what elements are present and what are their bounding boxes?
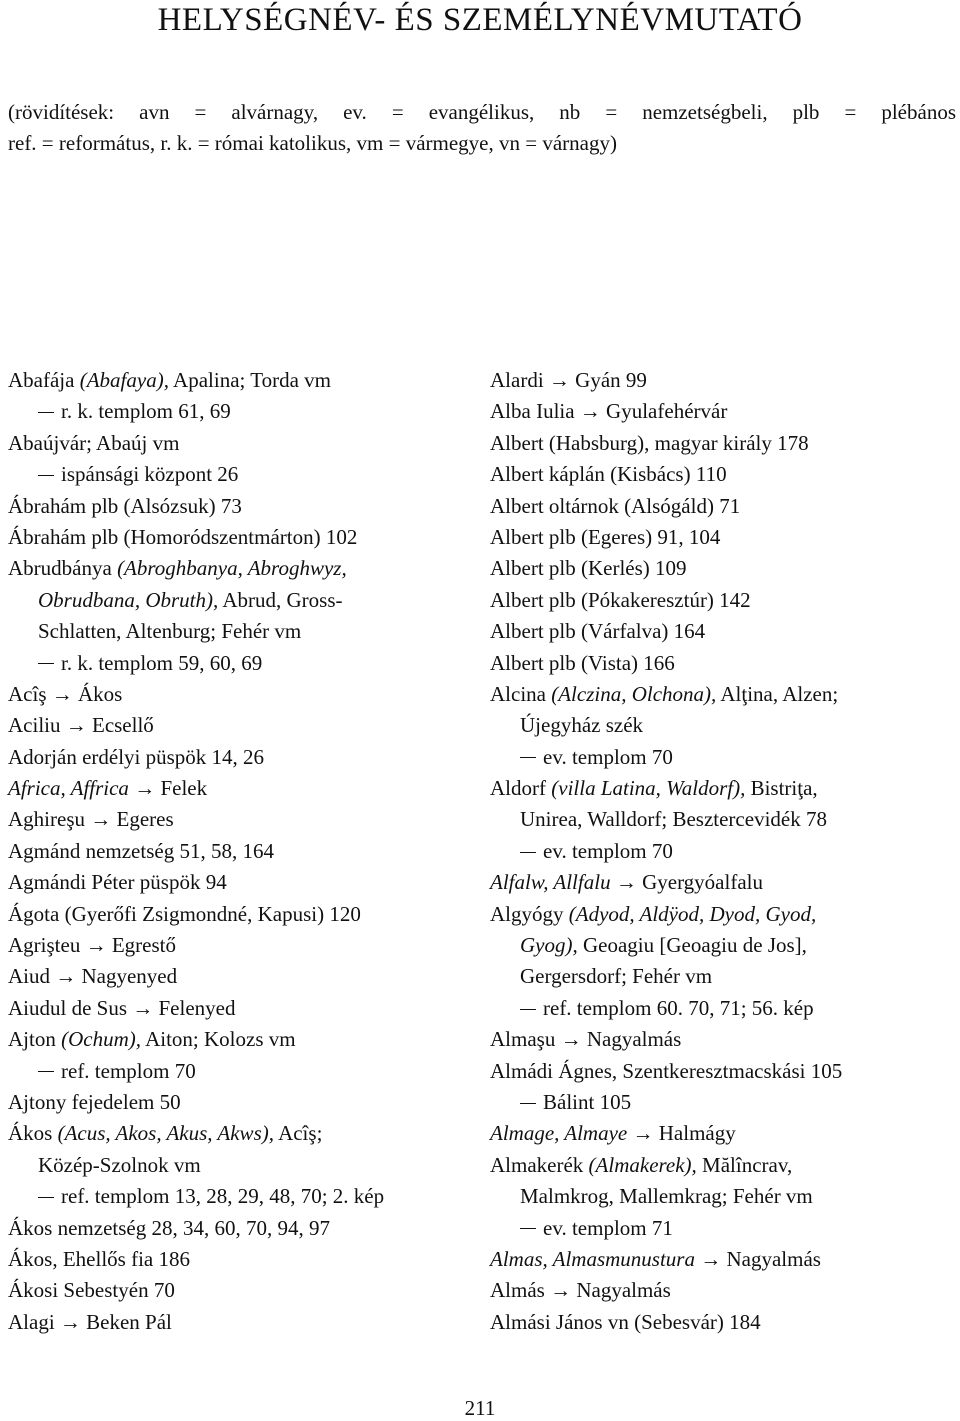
index-entry-line: [8, 396, 478, 427]
entry-text: Bistriţa,: [745, 776, 818, 801]
entry-text: Almási János vn (Sebesvár) 184: [490, 1309, 761, 1334]
index-entry-line: [490, 522, 956, 553]
index-entry-line: [8, 553, 478, 584]
entry-text: Almaşu → Nagyalmás: [490, 1027, 682, 1052]
entry-variant-text: (Almakerek),: [588, 1152, 697, 1177]
entry-text: Ákos nemzetség 28, 34, 60, 70, 94, 97: [8, 1215, 330, 1240]
entry-text: Albert plb (Pókakeresztúr) 142: [490, 587, 751, 612]
index-entry-line: [490, 961, 956, 992]
index-entry-line: [490, 428, 956, 459]
entry-variant-text: Gyog),: [520, 933, 578, 958]
index-entry-line: [8, 1307, 478, 1338]
index-entry-line: [8, 1244, 478, 1275]
entry-text: Almádi Ágnes, Szentkeresztmacskási 105: [490, 1058, 843, 1083]
entry-text: Adorján erdélyi püspök 14, 26: [8, 744, 265, 769]
entry-text: Ajtony fejedelem 50: [8, 1089, 181, 1114]
entry-text: Alardi → Gyán 99: [490, 368, 647, 392]
index-entry-line: [8, 522, 478, 553]
sub-entry-dash: [520, 1103, 536, 1104]
entry-variant-text: Alfalw, Allfalu: [490, 870, 611, 895]
entry-text: Acîş → Ákos: [8, 681, 123, 706]
entry-variant-text: Almage, Almaye: [490, 1121, 628, 1146]
entry-text: Ágota (Gyerőfi Zsigmondné, Kapusi) 120: [8, 901, 361, 926]
page-number: 211: [464, 1396, 496, 1420]
index-entry-line: [490, 491, 956, 522]
index-entry-line: [490, 1024, 956, 1055]
entry-text: Malmkrog, Mallemkrag; Fehér vm: [520, 1184, 813, 1209]
entry-text: Agmánd nemzetség 51, 58, 164: [8, 838, 274, 863]
entry-text: Aghireşu → Egeres: [8, 807, 174, 832]
entry-text: Apalina; Torda vm: [168, 368, 331, 392]
index-entry-line: [8, 867, 478, 898]
entry-text: Aiton; Kolozs vm: [140, 1027, 296, 1052]
entry-text: → Halmágy: [627, 1121, 736, 1146]
entry-text: Algyógy: [490, 901, 569, 926]
entry-text: Almakerék: [490, 1152, 589, 1177]
index-entry-line: [490, 1087, 956, 1118]
entry-variant-text: (Alczina, Olchona),: [551, 681, 717, 706]
entry-text: Alcina: [490, 681, 552, 706]
entry-text: Agmándi Péter püspök 94: [8, 870, 227, 895]
index-entry-line: [8, 1150, 478, 1181]
entry-text: Albert plb (Kerlés) 109: [490, 556, 687, 581]
entry-variant-text: (Ochum),: [61, 1027, 141, 1052]
index-entry-line: [8, 836, 478, 867]
index-entry-line: [490, 365, 956, 396]
sub-entry-dash: [520, 757, 536, 758]
entry-variant-text: (Acus, Akos, Akus, Akws),: [57, 1121, 274, 1146]
entry-text: Újegyház szék: [520, 713, 644, 738]
entry-text: Albert oltárnok (Alsógáld) 71: [490, 493, 741, 518]
entry-text: Ábrahám plb (Homoródszentmárton) 102: [8, 524, 358, 549]
index-entry-line: [490, 899, 956, 930]
page-title: HELYSÉGNÉV- ÉS SZEMÉLYNÉVMUTATÓ: [157, 2, 803, 38]
index-entry-line: [8, 773, 478, 804]
index-entry-line: [490, 1275, 956, 1306]
abbreviations-line-1: (rövidítések: avn = alvárnagy, ev. = evangélikus, nb = nemzetségbeli, plb = plébános: [8, 100, 956, 124]
entry-text: Alagi → Beken Pál: [8, 1309, 172, 1334]
index-entry-line: [8, 993, 478, 1024]
index-entry-line: [490, 710, 956, 741]
entry-text: Bálint 105: [543, 1089, 632, 1114]
index-entry-line: [490, 679, 956, 710]
index-entry-line: [490, 836, 956, 867]
entry-variant-text: Almas, Almasmunustura: [490, 1246, 695, 1271]
entry-text: Almás → Nagyalmás: [490, 1278, 671, 1303]
entry-text: r. k. templom 59, 60, 69: [61, 650, 263, 675]
entry-text: Aiudul de Sus → Felenyed: [8, 995, 236, 1020]
index-entry-line: [8, 1118, 478, 1149]
entry-text: Albert (Habsburg), magyar király 178: [490, 430, 809, 455]
index-entry-line: [8, 961, 478, 992]
index-entry-line: [490, 993, 956, 1024]
index-entry-line: [8, 679, 478, 710]
index-entry-line: [8, 1024, 478, 1055]
index-entry-line: [8, 585, 478, 616]
entry-text: ev. templom 70: [543, 744, 673, 769]
entry-variant-text: (Abroghbanya, Abroghwyz,: [117, 556, 347, 581]
entry-text: Albert plb (Vista) 166: [490, 650, 675, 675]
entry-text: Albert plb (Egeres) 91, 104: [490, 524, 721, 549]
abbreviations-line-2: ref. = református, r. k. = római katolikus, vm = vármegye, vn = várnagy): [8, 131, 617, 155]
index-entry-line: [8, 1213, 478, 1244]
index-entry-line: [8, 742, 478, 773]
index-entry-line: [490, 1056, 956, 1087]
entry-text: ref. templom 60. 70, 71; 56. kép: [543, 995, 814, 1020]
entry-text: Ákos, Ehellős fia 186: [8, 1246, 190, 1271]
entry-text: r. k. templom 61, 69: [61, 399, 231, 424]
index-entry-line: [8, 804, 478, 835]
index-entry-line: [8, 930, 478, 961]
sub-entry-dash: [520, 1228, 536, 1229]
entry-text: ispánsági központ 26: [61, 462, 239, 487]
index-entry-line: [490, 1307, 956, 1338]
index-entry-line: [490, 1213, 956, 1244]
sub-entry-dash: [520, 852, 536, 853]
entry-text: → Nagyalmás: [694, 1246, 821, 1271]
index-entry-line: [490, 459, 956, 490]
index-entry-line: [490, 742, 956, 773]
entry-text: Mălîncrav,: [696, 1152, 793, 1177]
index-entry-line: [8, 648, 478, 679]
entry-text: Aiud → Nagyenyed: [8, 964, 178, 989]
entry-text: Albert plb (Várfalva) 164: [490, 619, 706, 644]
sub-entry-dash: [38, 475, 54, 476]
entry-text: Geoagiu [Geoagiu de Jos],: [577, 933, 807, 958]
index-entry-line: [490, 1181, 956, 1212]
sub-entry-dash: [38, 663, 54, 664]
index-entry-line: [8, 1056, 478, 1087]
entry-text: Ákos: [8, 1121, 58, 1146]
entry-text: Abaújvár; Abaúj vm: [8, 430, 180, 455]
sub-entry-dash: [38, 1197, 54, 1198]
entry-variant-text: Africa, Affrica: [8, 776, 129, 801]
entry-text: Abafája: [8, 368, 80, 392]
index-entry-line: [490, 648, 956, 679]
index-entry-line: [490, 804, 956, 835]
sub-entry-dash: [38, 1071, 54, 1072]
entry-text: Ajton: [8, 1027, 62, 1052]
entry-text: Alba Iulia → Gyulafehérvár: [490, 399, 728, 424]
index-left-column: [8, 365, 478, 1338]
index-entry-line: [8, 710, 478, 741]
entry-variant-text: (Abafaya),: [79, 368, 169, 392]
index-entry-line: [8, 365, 478, 396]
index-entry-line: [490, 1244, 956, 1275]
entry-text: → Gyergyóalfalu: [610, 870, 763, 895]
index-entry-line: [490, 1150, 956, 1181]
sub-entry-dash: [38, 412, 54, 413]
entry-text: Ábrahám plb (Alsózsuk) 73: [8, 493, 242, 518]
entry-text: Schlatten, Altenburg; Fehér vm: [38, 619, 302, 644]
index-entry-line: [490, 930, 956, 961]
entry-variant-text: (villa Latina, Waldorf),: [551, 776, 746, 801]
entry-text: Abrud, Gross-: [218, 587, 343, 612]
index-entry-line: [8, 616, 478, 647]
entry-variant-text: (Adyod, Aldÿod, Dyod, Gyod,: [568, 901, 817, 926]
index-entry-line: [8, 428, 478, 459]
index-entry-line: [8, 1087, 478, 1118]
entry-text: Alţina, Alzen;: [716, 681, 839, 706]
entry-variant-text: Obrudbana, Obruth),: [38, 587, 219, 612]
entry-text: ev. templom 71: [543, 1215, 673, 1240]
sub-entry-dash: [520, 1009, 536, 1010]
entry-text: Gergersdorf; Fehér vm: [520, 964, 713, 989]
entry-text: ref. templom 70: [61, 1058, 196, 1083]
entry-text: ref. templom 13, 28, 29, 48, 70; 2. kép: [61, 1184, 385, 1209]
entry-text: Abrudbánya: [8, 556, 118, 581]
entry-text: → Felek: [128, 776, 208, 801]
entry-text: Aldorf: [490, 776, 552, 801]
entry-text: Ákosi Sebestyén 70: [8, 1278, 175, 1303]
index-entry-line: [8, 1275, 478, 1306]
index-entry-line: [490, 585, 956, 616]
index-entry-line: [490, 1118, 956, 1149]
index-right-column: [490, 365, 956, 1338]
index-entry-line: [8, 899, 478, 930]
index-entry-line: [490, 553, 956, 584]
index-entry-line: [490, 867, 956, 898]
entry-text: Unirea, Walldorf; Besztercevidék 78: [520, 807, 827, 832]
index-entry-line: [8, 491, 478, 522]
entry-text: Aciliu → Ecsellő: [8, 713, 154, 738]
entry-text: ev. templom 70: [543, 838, 673, 863]
index-entry-line: [8, 1181, 478, 1212]
entry-text: Albert káplán (Kisbács) 110: [490, 462, 727, 487]
index-entry-line: [490, 616, 956, 647]
entry-text: Acîş;: [273, 1121, 323, 1146]
index-entry-line: [8, 459, 478, 490]
index-entry-line: [490, 773, 956, 804]
entry-text: Agrişteu → Egrestő: [8, 933, 176, 958]
entry-text: Közép-Szolnok vm: [38, 1152, 201, 1177]
index-entry-line: [490, 396, 956, 427]
